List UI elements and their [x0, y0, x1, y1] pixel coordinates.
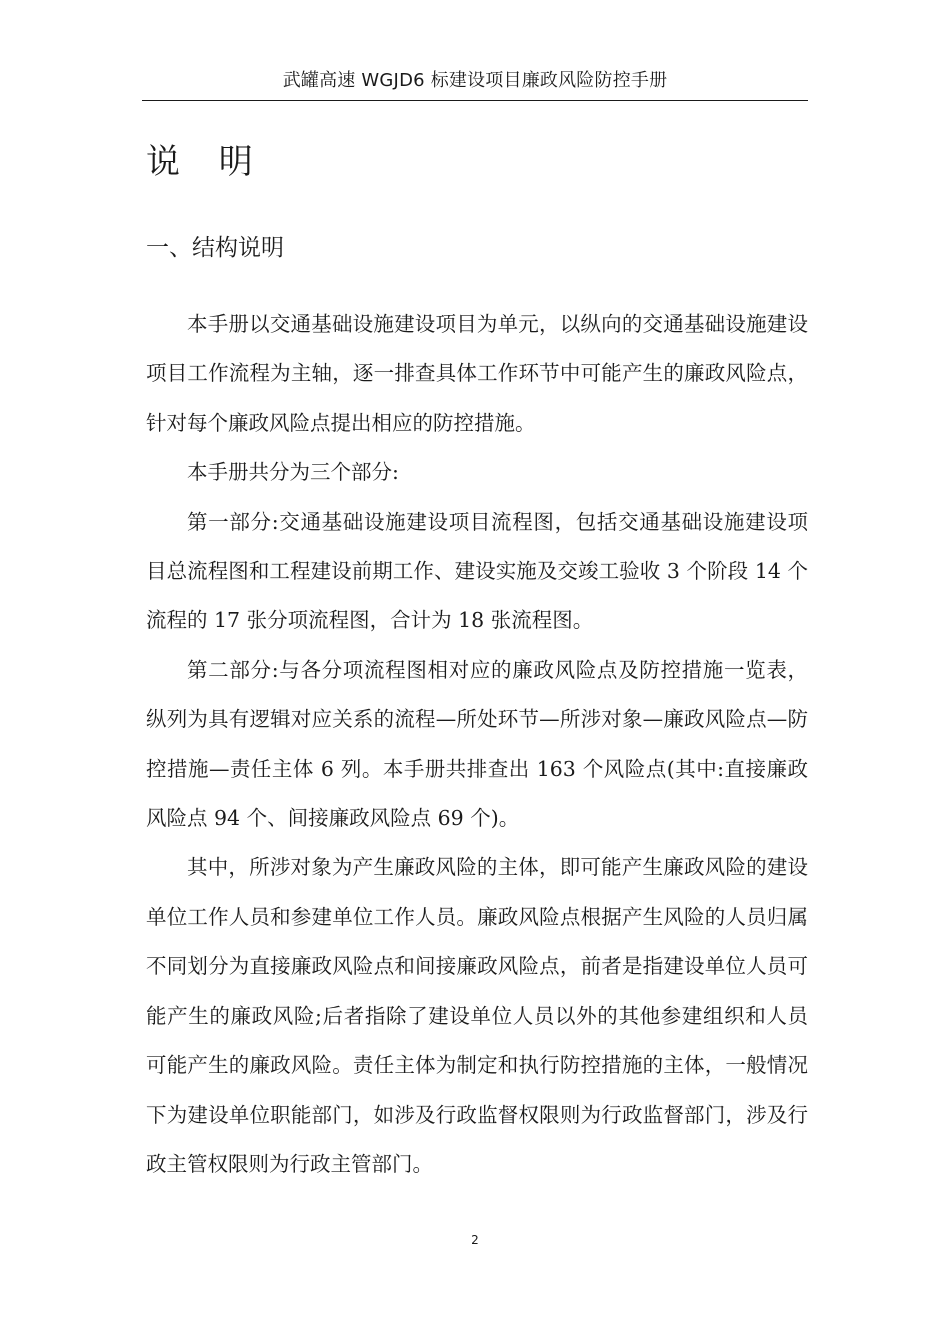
- page-title: 说 明: [146, 142, 267, 182]
- running-header: 武罐高速 WGJD6 标建设项目廉政风险防控手册: [282, 70, 668, 91]
- paragraph: 其中，所涉对象为产生廉政风险的主体，即可能产生廉政风险的建设单位工作人员和参建单位工作人员。廉政风险点根据产生风险的人员归属不同划分为直接廉政风险点和间接廉政风险点，前者是指建设单位人员可能产生的廉政风险;后者指除了建设单位人员以外的其他参建组织和人员可能产生的廉政风险。责任主体为制定和执行防控措施的主体，一般情况下为建设单位职能部门，如涉及行政监督权限则为行政监督部门，涉及行政主管权限则为行政主管部门。: [146, 855, 808, 1176]
- header-divider: [142, 100, 808, 101]
- body-text: [146, 300, 808, 1189]
- paragraph: 第二部分:与各分项流程图相对应的廉政风险点及防控措施一览表，纵列为具有逻辑对应关系的流程—所处环节—所涉对象—廉政风险点—防控措施—责任主体 6 列。本手册共排查出 163 个风险点(其中:直接廉政风险点 94 个、间接廉政风险点 69 个)。: [146, 657, 808, 831]
- paragraph: 本手册以交通基础设施建设项目为单元，以纵向的交通基础设施建设项目工作流程为主轴，逐一排查具体工作环节中可能产生的廉政风险点，针对每个廉政风险点提出相应的防控措施。: [146, 312, 808, 435]
- paragraph: 第一部分:交通基础设施建设项目流程图，包括交通基础设施建设项目总流程图和工程建设前期工作、建设实施及交竣工验收 3 个阶段 14 个流程的 17 张分项流程图，合计为 18 张流程图。: [146, 509, 808, 633]
- paragraph: 本手册共分为三个部分:: [187, 460, 399, 485]
- page-number: 2: [471, 1233, 479, 1247]
- section-heading: 一、结构说明: [146, 235, 284, 261]
